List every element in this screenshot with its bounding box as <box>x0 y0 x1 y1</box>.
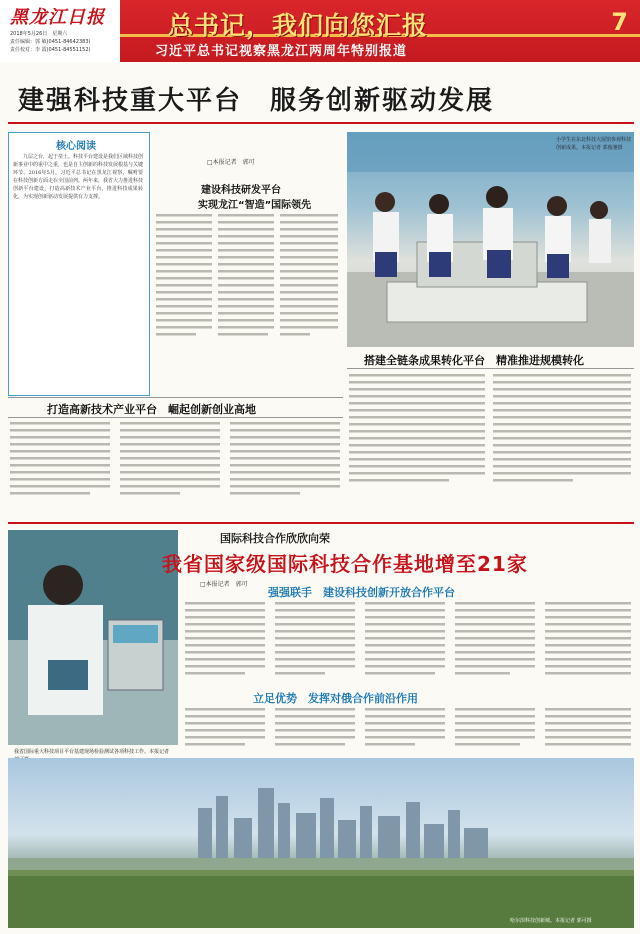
section2-author: □本报记者 郭可 <box>200 581 248 588</box>
page-number: 7 <box>611 8 628 36</box>
article1-headline-line2: 实现龙江“智造”国际领先 <box>198 200 312 211</box>
section2-body-text-2 <box>183 706 634 756</box>
section2-kicker: 国际科技合作欣欣向荣 <box>220 532 330 545</box>
section2-subhead-2: 立足优势 发挥对俄合作前沿作用 <box>253 692 418 705</box>
key-reading-text: 九层之台，起于垒土。科技平台建设是我们区域科技创新事业中的重中之重，也是自主创新的科技发展根基与关键环节。2016年5月，习近平总书记在黑龙江视察，嘱咐要在科技创新方面走在全国前列。两年来，我省大力推进科技创新平台建设，打造高新技术产业平台，推进科技成果转化，为实现创新驱动发展提供有力支撑。 <box>13 154 144 200</box>
issue-date: 2018年5月26日 星期六 <box>10 31 68 37</box>
photo3-caption: 哈尔滨科技创新城。本报记者 郭可摄 <box>510 918 592 924</box>
photo1-caption: 小学生在东北科技大展馆参观科技创新成果。本报记者 郭俊驰摄 <box>556 137 632 151</box>
headline-rule <box>8 122 634 124</box>
photo-lab-testing <box>8 530 178 745</box>
banner-subtitle: 习近平总书记视察黑龙江两周年特别报道 <box>155 44 408 59</box>
masthead-meta <box>10 30 120 54</box>
students-scene-image <box>347 132 634 347</box>
city-skyline-image <box>8 758 634 928</box>
article2-headline: 搭建全链条成果转化平台 精准推进规模转化 <box>364 354 584 367</box>
article3-headline: 打造高新技术产业平台 崛起创新创业高地 <box>47 403 256 416</box>
article2-rule <box>347 368 634 369</box>
article3-rule <box>8 417 343 418</box>
key-reading-title: 核心阅读 <box>56 141 96 152</box>
article1-author: □本报记者 郭可 <box>207 159 255 166</box>
section2-body-text-1 <box>183 600 634 688</box>
proofreader-line: 责任校对：李 霞(0451-84551152) <box>10 47 91 53</box>
editor-line: 责任编辑：郭 敏(0451-84642383) <box>10 39 91 45</box>
section2-rule <box>8 522 634 524</box>
article1-headline: 建设科技研发平台 <box>201 185 281 196</box>
article3-top-rule <box>8 397 343 398</box>
article1-body-text <box>154 212 344 347</box>
section2-subhead-1: 强强联手 建设科技创新开放合作平台 <box>268 586 455 599</box>
main-headline: 建强科技重大平台 服务创新驱动发展 <box>18 86 495 116</box>
photo-students-exhibit <box>347 132 634 347</box>
photo-tech-city <box>8 758 634 928</box>
lab-scene-image <box>8 530 178 745</box>
photo2-caption: 我省国际重大科技项目平台基建现场检验测试各项科技工作。本报记者 <box>14 749 170 755</box>
section2-headline: 我省国家级国际科技合作基地增至21家 <box>162 552 528 576</box>
article3-body-text <box>8 420 343 505</box>
article2-body-text <box>347 372 634 502</box>
newspaper-logo: 黑龙江日报 <box>10 7 105 28</box>
banner-headline: 总书记，我们向您汇报 <box>168 11 429 40</box>
